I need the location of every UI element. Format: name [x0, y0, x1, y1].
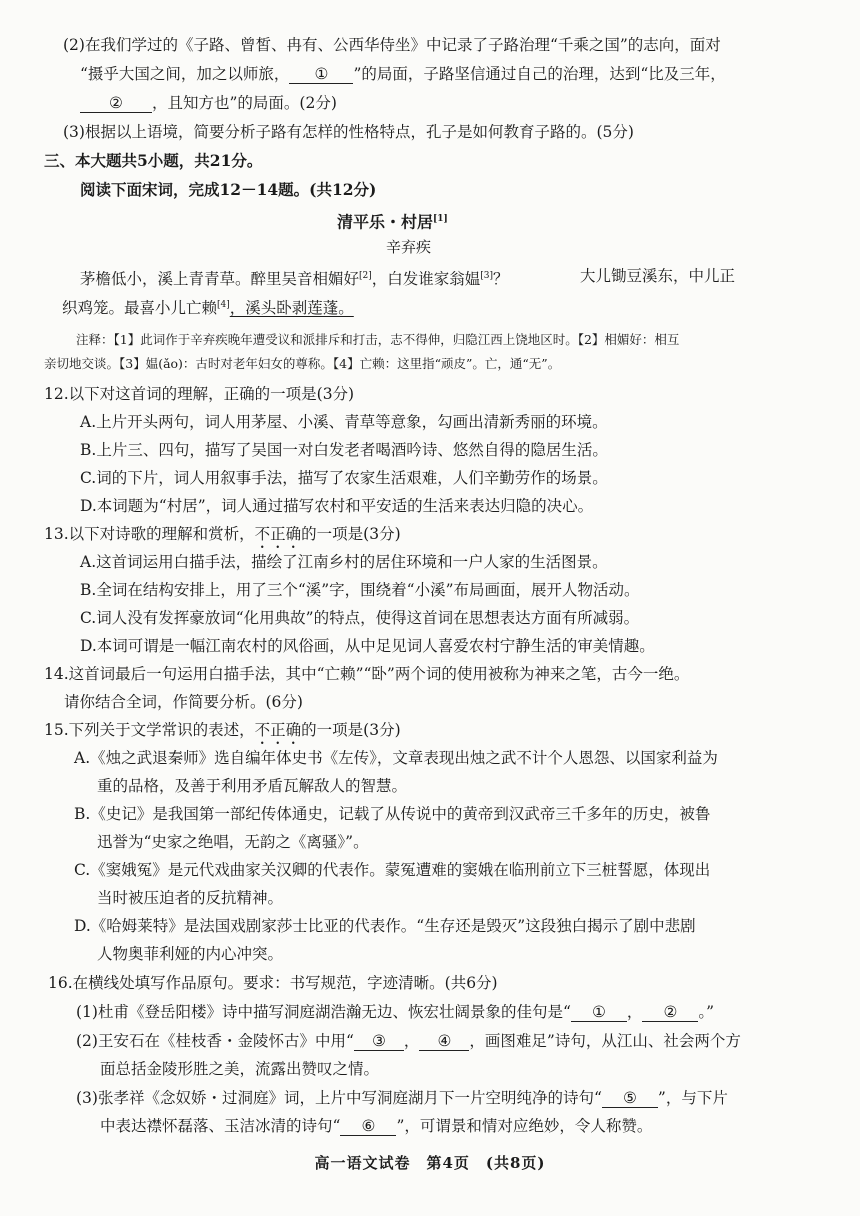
q16-part2-line-2: 面总括金陵形胜之美，流露出赞叹之情。 — [100, 1060, 380, 1078]
q16-part3-line-1: (3)张孝祥《念奴娇・过洞庭》词，上片中写洞庭湖月下一片空明纯净的诗句“ ⑤ ”，与下片 — [76, 1089, 728, 1107]
answer-blank-q16-1[interactable]: ① — [571, 1003, 627, 1022]
q15-option-c-line-2: 当时被压迫者的反抗精神。 — [97, 889, 284, 907]
answer-blank-q16-3[interactable]: ③ — [354, 1032, 404, 1051]
answer-blank-2[interactable]: ② — [80, 94, 152, 113]
q16-part2-line-1: (2)王安石在《桂枝香・金陵怀古》中用“ ③ ， ④ ，画图难足”诗句，从江山、社会两个方 — [76, 1032, 741, 1050]
q11-part2-line1: (2)在我们学过的《子路、曾皙、冉有、公西华侍坐》中记录了子路治理“千乘之国”的志向，面对 — [63, 36, 721, 54]
q15-option-d-line-1: D.《哈姆莱特》是法国戏剧家莎士比亚的代表作。“生存还是毁灭”这段独白揭示了剧中悲剧 — [74, 917, 696, 935]
q15-option-c-line-1: C.《窦娥冤》是元代戏曲家关汉卿的代表作。蒙冤遭难的窦娥在临刑前立下三桩誓愿，体现出 — [74, 861, 711, 879]
emphasis-not-correct: 不正确 — [254, 721, 302, 739]
q12-option-a: A.上片开头两句，词人用茅屋、小溪、青草等意象，勾画出清新秀丽的环境。 — [80, 413, 608, 431]
q14-line-2: 请你结合全词，作简要分析。(6分) — [64, 693, 303, 711]
answer-blank-q16-6[interactable]: ⑥ — [340, 1117, 396, 1136]
section-heading: 三、本大题共5小题，共21分。 — [44, 151, 263, 170]
q15-option-a-line-2: 重的品格，及善于利用矛盾瓦解敌人的智慧。 — [97, 777, 408, 795]
poem-notes-line-1: 注释：【1】此词作于辛弃疾晚年遭受议和派排斥和打击，志不得伸，归隐江西上饶地区时。【2】相媚好：相互 — [76, 332, 680, 347]
q13-option-a: A.这首词运用白描手法，描绘了江南乡村的居住环境和一户人家的生活图景。 — [80, 553, 608, 571]
q11-part2-line2: “摄乎大国之间，加之以师旅， ① ”的局面，子路坚信通过自己的治理，达到“比及三年， — [80, 65, 726, 83]
reading-instruction: 阅读下面宋词，完成12－14题。(共12分) — [80, 180, 377, 199]
q15-option-d-line-2: 人物奥菲利娅的内心冲突。 — [97, 945, 284, 963]
emphasis-not-correct: 不正确 — [254, 525, 302, 543]
poem-notes-line-2: 亲切地交谈。【3】媪(ǎo)：古时对老年妇女的尊称。【4】亡赖：这里指“顽皮”。亡，通“无”。 — [44, 356, 561, 371]
q12-stem: 12.以下对这首词的理解，正确的一项是(3分) — [44, 385, 355, 403]
answer-blank-q16-2[interactable]: ② — [642, 1003, 698, 1022]
poem-author: 辛弃疾 — [386, 238, 432, 256]
poem-title: 清平乐・村居[1] — [337, 212, 448, 232]
answer-blank-q16-5[interactable]: ⑤ — [602, 1089, 658, 1108]
underlined-final-line: ，溪头卧剥莲蓬。 — [229, 299, 354, 318]
q16-part1: (1)杜甫《登岳阳楼》诗中描写洞庭湖浩瀚无边、恢宏壮阔景象的佳句是“ ① ， ② 。” — [76, 1003, 715, 1021]
q15-option-b-line-2: 迅誉为“史家之绝唱，无韵之《离骚》”。 — [97, 833, 369, 851]
q13-stem: 13.以下对诗歌的理解和赏析，不正确的一项是(3分) — [44, 525, 401, 543]
answer-blank-q16-4[interactable]: ④ — [419, 1032, 469, 1051]
q16-stem: 16.在横线处填写作品原句。要求：书写规范，字迹清晰。(共6分) — [48, 974, 498, 992]
poem-line-2: 织鸡笼。最喜小儿亡赖[4]，溪头卧剥莲蓬。 — [62, 299, 354, 318]
q13-option-c: C.词人没有发挥豪放词“化用典故”的特点，使得这首词在思想表达方面有所减弱。 — [80, 609, 640, 627]
q15-stem: 15.下列关于文学常识的表述，不正确的一项是(3分) — [44, 721, 401, 739]
q16-part3-line-2: 中表达襟怀磊落、玉洁冰清的诗句“ ⑥ ”，可谓景和情对应绝妙，令人称赞。 — [100, 1117, 653, 1135]
q11-part3: (3)根据以上语境，简要分析子路有怎样的性格特点，孔子是如何教育子路的。(5分) — [63, 123, 634, 141]
poem-line-1-second-half: 大儿锄豆溪东，中儿正 — [580, 267, 736, 285]
q11-part2-line3: ② ，且知方也”的局面。(2分) — [80, 92, 337, 114]
answer-blank-1[interactable]: ① — [289, 65, 353, 84]
q15-option-a-line-1: A.《烛之武退秦师》选自编年体史书《左传》，文章表现出烛之武不计个人恩怨、以国家利益为 — [74, 749, 718, 767]
q13-option-b: B.全词在结构安排上，用了三个“溪”字，围绕着“小溪”布局画面，展开人物活动。 — [80, 581, 640, 599]
poem-line-1: 茅檐低小，溪上青青草。醉里吴音相媚好[2]，白发谁家翁媪[3]？ — [80, 270, 509, 289]
q12-option-b: B.上片三、四句，描写了吴国一对白发老者喝酒吟诗、悠然自得的隐居生活。 — [80, 441, 608, 459]
footnote-marker-1: [1] — [433, 214, 448, 224]
q12-option-d: D.本词题为“村居”，词人通过描写农村和平安适的生活来表达归隐的决心。 — [80, 497, 594, 515]
q12-option-c: C.词的下片，词人用叙事手法，描写了农家生活艰难，人们辛勤劳作的场景。 — [80, 469, 608, 487]
q15-option-b-line-1: B.《史记》是我国第一部纪传体通史，记载了从传说中的黄帝到汉武帝三千多年的历史，被鲁 — [74, 805, 711, 823]
q13-option-d: D.本词可谓是一幅江南农村的风俗画，从中足见词人喜爱农村宁静生活的审美情趣。 — [80, 637, 655, 655]
q14-line-1: 14.这首词最后一句运用白描手法，其中“亡赖”“卧”两个词的使用被称为神来之笔，古今一绝。 — [44, 665, 690, 683]
page-footer: 高一语文试卷 第4页 (共8页) — [314, 1154, 546, 1172]
